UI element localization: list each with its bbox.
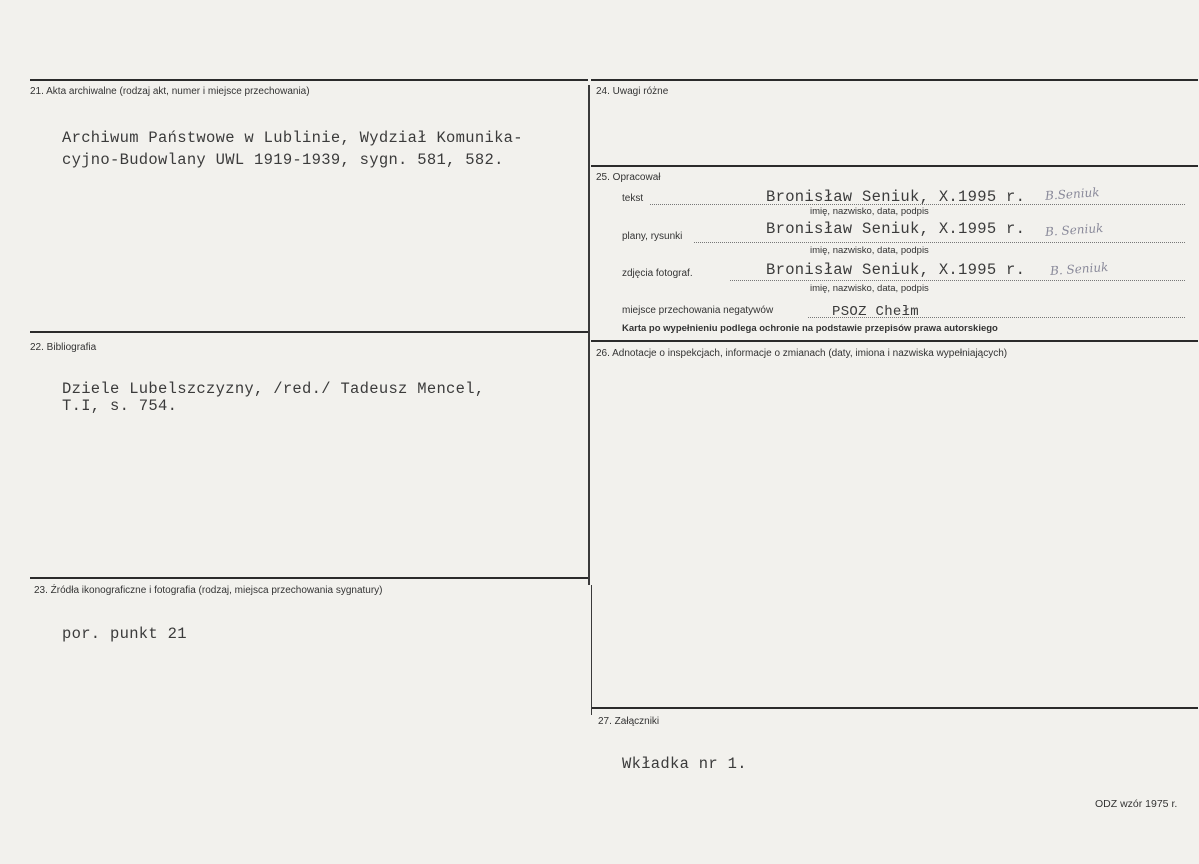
section-27-label: 27. Załączniki [598,716,660,727]
form-code: ODZ wzór 1975 r. [1095,798,1178,810]
photos-author-caption: imię, nazwisko, data, podpis [810,283,929,294]
section-23-label: 23. Źródła ikonograficzne i fotografia (rodzaj, miejsca przechowania sygnatury) [34,585,383,596]
section-27-line-1: Wkładka nr 1. [622,755,747,773]
rule-22 [30,331,588,333]
drawings-author-signature: B. Seniuk [1044,220,1104,240]
drawings-author-label: plany, rysunki [622,231,683,242]
photos-author-value: Bronisław Seniuk, X.1995 r. [766,261,1026,279]
top-rule-right [591,79,1198,81]
section-21-line-2: cyjno-Budowlany UWL 1919-1939, sygn. 581, 582. [62,151,504,169]
section-25-label: 25. Opracował [596,172,661,183]
drawings-author-dotted-line [694,242,1185,243]
drawings-author-value: Bronisław Seniuk, X.1995 r. [766,220,1026,238]
text-author-value: Bronisław Seniuk, X.1995 r. [766,188,1026,206]
copyright-note: Karta po wypełnieniu podlega ochronie na podstawie przepisów prawa autorskiego [622,323,998,334]
text-author-signature: B.Seniuk [1044,185,1100,203]
section-22-line-1: Dziele Lubelszczyzny, /red./ Tadeusz Mencel, [62,380,485,398]
drawings-author-caption: imię, nazwisko, data, podpis [810,245,929,256]
rule-23 [30,577,588,579]
rule-25 [591,165,1198,167]
photos-author-label: zdjęcia fotograf. [622,268,693,279]
rule-27 [591,707,1198,709]
negatives-label: miejsce przechowania negatywów [622,305,774,316]
column-divider [588,85,590,585]
column-divider-lower [591,585,592,715]
section-23-line-1: por. punkt 21 [62,625,187,643]
section-21-line-1: Archiwum Państwowe w Lublinie, Wydział Komunika- [62,129,523,147]
negatives-value: PSOZ Chełm [832,304,920,320]
text-author-caption: imię, nazwisko, data, podpis [810,206,929,217]
section-22-label: 22. Bibliografia [30,342,97,353]
top-rule-left [30,79,588,81]
section-22-line-2: T.I, s. 754. [62,397,178,415]
rule-26 [591,340,1198,342]
section-21-label: 21. Akta archiwalne (rodzaj akt, numer i miejsce przechowania) [30,86,310,97]
photos-author-signature: B. Seniuk [1049,259,1109,279]
text-author-label: tekst [622,193,644,204]
section-24-label: 24. Uwagi różne [596,86,669,97]
section-26-label: 26. Adnotacje o inspekcjach, informacje o zmianach (daty, imiona i nazwiska wypełniających) [596,348,1008,359]
